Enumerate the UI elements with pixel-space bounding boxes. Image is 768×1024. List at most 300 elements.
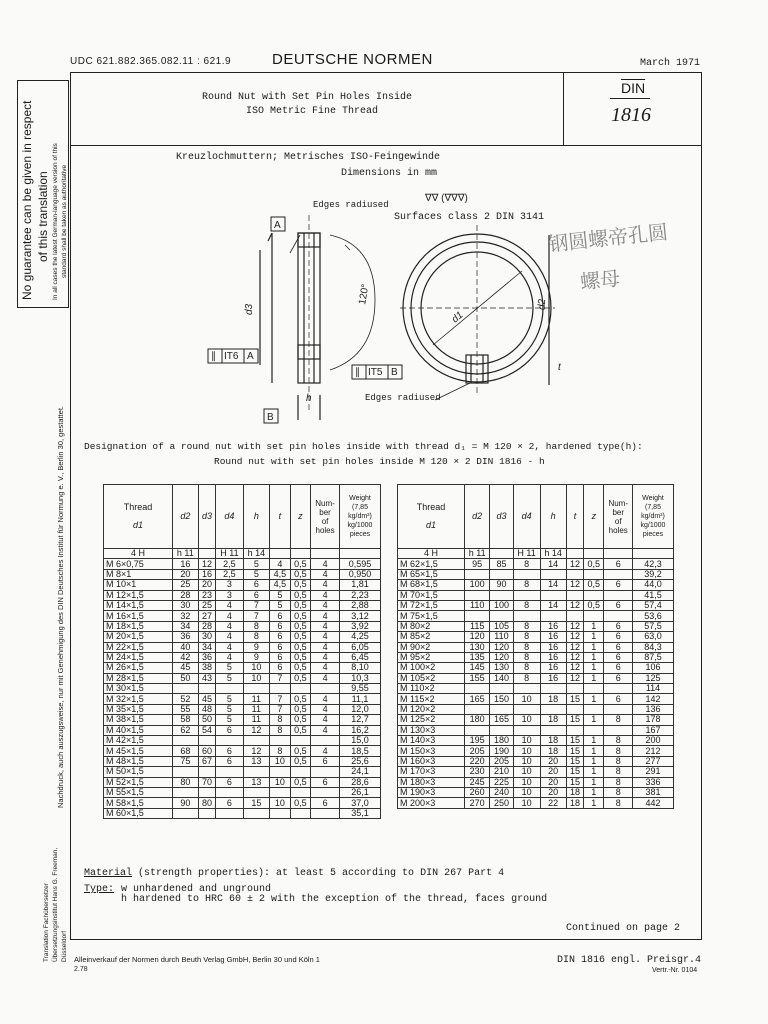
value-cell: 8 [604,715,633,725]
col-thread: Thread d1 [398,485,465,549]
thread-cell: M 140×3 [398,736,465,746]
table-row [104,787,381,797]
table-row [104,580,381,590]
value-cell: 0,5 [290,756,311,766]
value-cell: 115 [465,621,490,631]
value-cell: 44,0 [633,580,674,590]
value-cell [243,767,269,777]
value-cell [604,704,633,714]
value-cell: 0,5 [290,600,311,610]
value-cell [465,725,490,735]
value-cell: 0,5 [584,580,604,590]
thread-cell: M 6×0,75 [104,559,173,569]
table-row [398,798,674,808]
value-cell: 245 [465,777,490,787]
dim-h: h [306,393,312,404]
value-cell: 2,88 [340,600,381,610]
value-cell: 7 [243,611,269,621]
value-cell: 10 [513,715,540,725]
value-cell: 0,950 [340,569,381,579]
col-weight: Weight (7,85 kg/dm³) kg/1000 pieces [633,485,674,549]
value-cell: 16 [540,652,566,662]
value-cell: 18 [540,715,566,725]
dim-d1: d1 [449,309,466,326]
value-cell: 291 [633,767,674,777]
table-row [398,725,674,735]
edges-radiused-1: Edges radiused [313,200,389,210]
value-cell: 30 [198,632,216,642]
value-cell: 15 [566,715,583,725]
value-cell: 4 [311,611,340,621]
din-number: 1816 [611,104,651,126]
table-row [398,632,674,642]
table-row [398,787,674,797]
value-cell: 165 [490,715,513,725]
value-cell: 15 [566,736,583,746]
value-cell: 67 [198,756,216,766]
value-cell [566,590,583,600]
table-row [398,746,674,756]
designation-line1: Designation of a round nut with set pin holes inside with thread d₁ = M 120 × 2, hardened type(h): [84,441,643,452]
table-row [398,569,674,579]
value-cell: 10 [513,787,540,797]
table-row [398,673,674,683]
value-cell: 37,0 [340,798,381,808]
table-row [398,580,674,590]
value-cell: 5 [216,704,243,714]
value-cell: 28,6 [340,777,381,787]
value-cell [198,808,216,818]
value-cell [290,684,311,694]
value-cell: 90 [173,798,199,808]
dimension-table-left: Thread d1 d2 d3 d4 h t z Num- ber of holes Weight (7,85 kg/dm³) kg/1000 pieces 4 H h 11 H 11 h 14 M 6×0,75 16 12 2,5 5 4 0,5 4 0,595 M 8×1 20 16 2,5 5 4,5 0,5 4 0,950 M 10×1 25 20 3 6 4,5 0,5 4 1,81 M 12×1,5 28 23 3 6 5 0,5 4 2,23 M 14×1,5 30 25 4 7 5 0,5 4 2,88 M 16×1,5 32 27 4 7 6 0,5 4 3,12 M 18×1,5 34 28 4 8 6 0,5 4 3,92 M 20×1,5 36 30 4 8 6 0,5 4 4,25 M 22×1,5 40 34 4 9 6 0,5 4 6,05 M 24×1,5 42 36 4 9 6 0,5 4 6,45 M 26×1,5 45 38 5 10 6 0,5 4 8,10 M 28×1,5 50 43 5 10 7 0,5 4 10,3 M 30×1,5 9,55 M 32×1,5 52 45 5 11 7 0,5 4 11,1 M 35×1,5 55 48 5 11 7 0,5 4 12,0 M 38×1,5 58 50 5 11 8 0,5 4 12,7 M 40×1,5 62 54 6 12 8 0,5 4 16,2 M 42×1,5 15,0 M 45×1,5 68 60 6 12 8 0,5 4 18,5 M 48×1,5 75 67 6 13 10 0,5 6 25,6 M 50×1,5 24,1 M 52×1,5 80 70 6 13 10 0,5 6 28,6 M 55×1,5 26,1 M 58×1,5 90 80 6 15 10 0,5 6 37,0 M 60×1,5 35,1 [103,484,381,819]
value-cell: 57,4 [633,600,674,610]
value-cell: 42 [173,652,199,662]
thread-cell: M 68×1,5 [398,580,465,590]
german-title: Kreuzlochmuttern; Metrisches ISO-Feingewinde [176,152,441,163]
value-cell: 5 [216,715,243,725]
value-cell: 270 [465,798,490,808]
thread-cell: M 170×3 [398,767,465,777]
value-cell: 0,5 [290,704,311,714]
value-cell [540,725,566,735]
value-cell [290,767,311,777]
thread-cell: M 38×1,5 [104,715,173,725]
value-cell: 18,5 [340,746,381,756]
thread-cell: M 90×2 [398,642,465,652]
tolerance-it6: IT6 [224,351,239,362]
value-cell: 12 [566,580,583,590]
value-cell: 6 [243,580,269,590]
value-cell: 6 [270,632,291,642]
issue-date: March 1971 [640,58,701,69]
value-cell: 18 [540,694,566,704]
value-cell: 5 [243,569,269,579]
thread-cell: M 35×1,5 [104,704,173,714]
value-cell [584,590,604,600]
value-cell: 16 [540,621,566,631]
value-cell: 6 [604,652,633,662]
side-copyright: Nachdruck, auch auszugsweise, nur mit Genehmigung des DIN Deutsches Institut für Normung e. V., Berlin 30, gestattet. [56,405,65,808]
table-row [104,652,381,662]
value-cell: 0,5 [584,600,604,610]
value-cell [270,736,291,746]
value-cell: 8 [604,767,633,777]
value-cell [490,590,513,600]
value-cell: 4 [311,632,340,642]
table-row [104,756,381,766]
value-cell [604,611,633,621]
value-cell: 4 [216,642,243,652]
table-row [398,704,674,714]
value-cell: 6 [216,777,243,787]
value-cell: 10 [270,798,291,808]
title-line2: ISO Metric Fine Thread [246,106,379,117]
value-cell: 8 [513,652,540,662]
value-cell: 4 [311,725,340,735]
value-cell: 84,3 [633,642,674,652]
value-cell: 135 [465,652,490,662]
dimensions-note: Dimensions in mm [341,168,438,179]
side-translator: Translation Fachübersetzer Übersetzungsinstitut Hans G. Freeman, Düsseldorf [43,847,68,962]
value-cell: 15 [566,777,583,787]
value-cell: 8 [513,600,540,610]
table-row [104,559,381,569]
table-row [398,756,674,766]
value-cell [540,704,566,714]
value-cell [513,684,540,694]
value-cell: 10 [270,756,291,766]
table-row [104,642,381,652]
value-cell: 45 [198,694,216,704]
value-cell: 0,5 [290,632,311,642]
thread-cell: M 62×1,5 [398,559,465,569]
value-cell: 8 [604,787,633,797]
col-d3: d3 [198,485,216,549]
value-cell: 4,5 [270,569,291,579]
thread-cell: M 32×1,5 [104,694,173,704]
value-cell: 0,5 [290,642,311,652]
thread-cell: M 130×3 [398,725,465,735]
value-cell [604,569,633,579]
distribution-note: Alleinverkauf der Normen durch Beuth Verlag GmbH, Berlin 30 und Köln 1 [74,955,320,964]
table-row [104,600,381,610]
value-cell: 195 [465,736,490,746]
value-cell [216,767,243,777]
value-cell: 8 [270,746,291,756]
col-h: h [243,485,269,549]
value-cell: 8,10 [340,663,381,673]
thread-cell: M 24×1,5 [104,652,173,662]
value-cell: 7 [270,673,291,683]
material-label: Material [84,868,133,879]
value-cell: 11 [243,715,269,725]
table-row [398,694,674,704]
value-cell: 0,5 [290,725,311,735]
value-cell: 28 [198,621,216,631]
tolerance-it5-ref: B [391,367,398,378]
value-cell: 8 [513,673,540,683]
value-cell: 8 [513,632,540,642]
side-warning-line2: of this translation [36,171,50,262]
value-cell: 10 [513,777,540,787]
table-row [398,777,674,787]
value-cell [173,684,199,694]
value-cell: 27 [198,611,216,621]
value-cell: 3,12 [340,611,381,621]
value-cell [216,808,243,818]
value-cell: 2,5 [216,559,243,569]
col-h: h [540,485,566,549]
value-cell: 7 [270,704,291,714]
value-cell: 50 [198,715,216,725]
value-cell [490,684,513,694]
thread-cell: M 45×1,5 [104,746,173,756]
value-cell: 22 [540,798,566,808]
title-line1: Round Nut with Set Pin Holes Inside [202,92,413,103]
value-cell [311,767,340,777]
value-cell: 10 [243,673,269,683]
value-cell [584,725,604,735]
value-cell [540,611,566,621]
value-cell: 15,0 [340,736,381,746]
value-cell: 34 [173,621,199,631]
value-cell: 95 [465,559,490,569]
value-cell: 105 [490,621,513,631]
value-cell: 4 [311,621,340,631]
value-cell: 42,3 [633,559,674,569]
value-cell: 200 [633,736,674,746]
value-cell [270,767,291,777]
value-cell: 80 [173,777,199,787]
value-cell: 10 [513,694,540,704]
value-cell: 0,5 [290,569,311,579]
value-cell: 15 [243,798,269,808]
thread-cell: M 115×2 [398,694,465,704]
thread-cell: M 12×1,5 [104,590,173,600]
value-cell: 12 [243,725,269,735]
value-cell: 178 [633,715,674,725]
value-cell: 4 [311,642,340,652]
value-cell: 4,25 [340,632,381,642]
value-cell: 130 [490,663,513,673]
value-cell: 205 [490,756,513,766]
value-cell: 9,55 [340,684,381,694]
value-cell [465,704,490,714]
value-cell: 167 [633,725,674,735]
value-cell: 0,5 [290,746,311,756]
value-cell: 120 [490,652,513,662]
value-cell [243,684,269,694]
thread-cell: M 40×1,5 [104,725,173,735]
value-cell: 120 [465,632,490,642]
value-cell: 220 [465,756,490,766]
value-cell [490,611,513,621]
value-cell: 48 [198,704,216,714]
value-cell [584,611,604,621]
svg-text:∥: ∥ [211,351,216,362]
col-t: t [270,485,291,549]
value-cell: 110 [465,600,490,610]
value-cell: 8 [513,642,540,652]
value-cell [311,787,340,797]
table-row [104,704,381,714]
value-cell: 1 [584,694,604,704]
value-cell: 62 [173,725,199,735]
value-cell: 12 [566,652,583,662]
value-cell: 6 [270,663,291,673]
value-cell: 6 [604,694,633,704]
value-cell: 6 [604,632,633,642]
value-cell: 16,2 [340,725,381,735]
value-cell [540,569,566,579]
value-cell: 4 [311,746,340,756]
value-cell: 4 [311,694,340,704]
table-row [104,569,381,579]
value-cell: 125 [633,673,674,683]
value-cell: 8 [513,621,540,631]
value-cell [243,787,269,797]
value-cell: 6 [270,621,291,631]
thread-cell: M 80×2 [398,621,465,631]
value-cell: 130 [465,642,490,652]
value-cell: 85 [490,559,513,569]
value-cell: 0,595 [340,559,381,569]
thread-cell: M 8×1 [104,569,173,579]
value-cell: 6 [216,756,243,766]
table-row [104,798,381,808]
value-cell: 120 [490,642,513,652]
value-cell: 8 [513,663,540,673]
thread-cell: M 72×1,5 [398,600,465,610]
value-cell: 38 [198,663,216,673]
value-cell: 114 [633,684,674,694]
value-cell: 12 [566,621,583,631]
value-cell: 25 [198,600,216,610]
value-cell [566,569,583,579]
value-cell: 1 [584,746,604,756]
value-cell: 6 [216,746,243,756]
value-cell: 41,5 [633,590,674,600]
col-holes: Num- ber of holes [311,485,340,549]
value-cell [490,704,513,714]
value-cell: 16 [540,642,566,652]
dim-d2: d2 [537,298,548,310]
value-cell: 6 [604,642,633,652]
value-cell: 28 [173,590,199,600]
value-cell [513,611,540,621]
value-cell: 16 [173,559,199,569]
value-cell: 1 [584,621,604,631]
thread-cell: M 30×1,5 [104,684,173,694]
value-cell: 52 [173,694,199,704]
table-row [104,590,381,600]
value-cell: 106 [633,663,674,673]
angle-label: 120° [357,283,372,306]
value-cell: 24,1 [340,767,381,777]
value-cell [566,704,583,714]
value-cell: 1 [584,767,604,777]
thread-cell: M 110×2 [398,684,465,694]
table-row [104,767,381,777]
value-cell: 16 [540,663,566,673]
value-cell: 180 [490,736,513,746]
value-cell: 90 [490,580,513,590]
value-cell [290,736,311,746]
value-cell: 16 [198,569,216,579]
value-cell [290,808,311,818]
value-cell: 210 [490,767,513,777]
thread-cell: M 125×2 [398,715,465,725]
value-cell: 4 [216,611,243,621]
value-cell: 4 [311,704,340,714]
value-cell: 20 [540,767,566,777]
value-cell: 4 [311,559,340,569]
table-row [398,559,674,569]
value-cell: 4 [311,715,340,725]
value-cell: 15 [566,767,583,777]
col-weight: Weight (7,85 kg/dm³) kg/1000 pieces [340,485,381,549]
handwritten-note-2: 螺母 [579,267,622,295]
table-row [104,808,381,818]
thread-cell: M 14×1,5 [104,600,173,610]
col-thread: Thread d1 [104,485,173,549]
col-z: z [584,485,604,549]
value-cell: 212 [633,746,674,756]
value-cell: 155 [465,673,490,683]
value-cell [270,684,291,694]
dim-d3: d3 [244,303,255,315]
value-cell [513,569,540,579]
value-cell: 13 [243,756,269,766]
value-cell: 35,1 [340,808,381,818]
type-label: Type: [84,884,115,895]
value-cell: 0,5 [290,652,311,662]
value-cell: 10 [513,798,540,808]
value-cell: 15 [566,694,583,704]
value-cell: 136 [633,704,674,714]
value-cell: 6 [604,621,633,631]
dim-t: t [558,362,561,373]
thread-cell: M 180×3 [398,777,465,787]
value-cell [465,590,490,600]
value-cell [216,684,243,694]
value-cell: 12,0 [340,704,381,714]
surface-symbols: ∇∇ (∇∇∇) [425,193,468,204]
value-cell: 6 [604,673,633,683]
value-cell: 6 [311,756,340,766]
datum-b-label: B [267,412,274,423]
value-cell: 4 [216,652,243,662]
table-row [104,777,381,787]
col-d2: d2 [465,485,490,549]
table-row [104,736,381,746]
table-row [104,663,381,673]
value-cell [566,684,583,694]
value-cell: 75 [173,756,199,766]
value-cell: 11 [243,694,269,704]
value-cell: 16 [540,632,566,642]
type-h: h hardened to HRC 60 ± 2 with the exception of the thread, faces ground [121,894,548,905]
value-cell: 1 [584,777,604,787]
col-holes: Num- ber of holes [604,485,633,549]
value-cell: 14 [540,600,566,610]
value-cell: 6 [604,580,633,590]
value-cell: 180 [465,715,490,725]
value-cell: 25 [173,580,199,590]
value-cell: 1 [584,642,604,652]
value-cell: 190 [490,746,513,756]
